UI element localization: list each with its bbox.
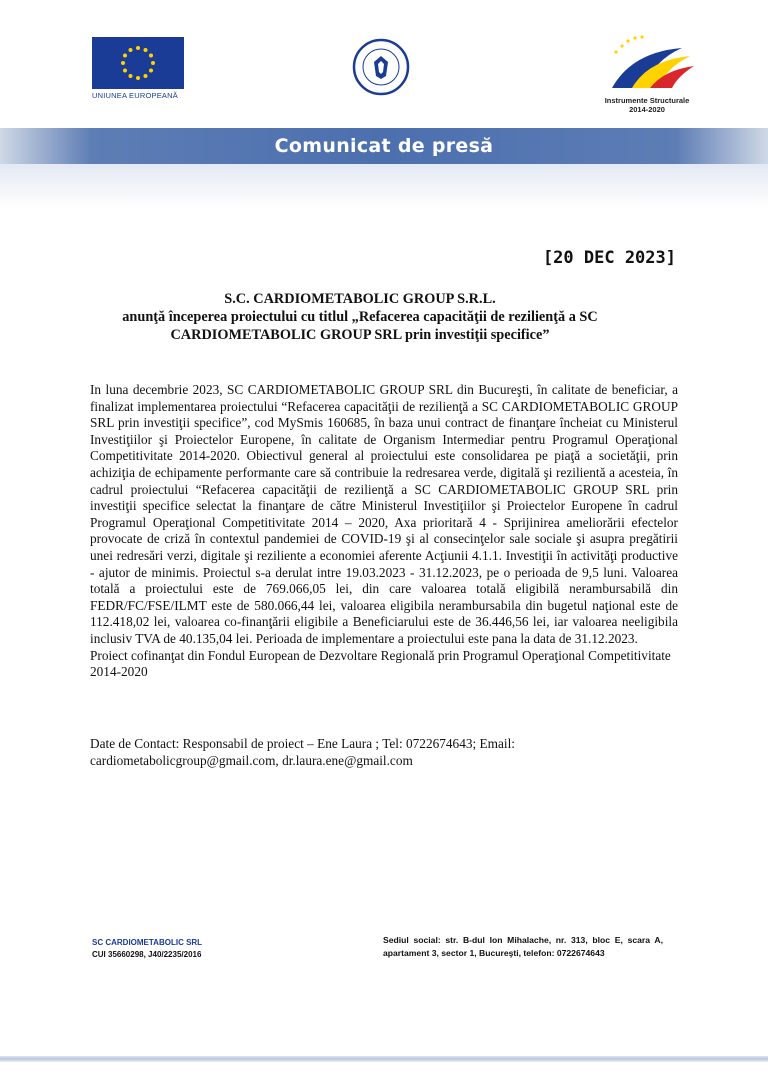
body-paragraph-cofinancing: Proiect cofinanţat din Fondul European de Dezvoltare Regională prin Programul Operaţional Competitivitate 2014-2020 [90,647,671,680]
government-logo [352,38,410,96]
press-release-banner [0,128,768,164]
structural-instruments-logo [592,34,702,114]
eu-logo [92,37,184,100]
contact-block [90,736,690,769]
body-text [90,382,678,681]
heading-line1: S.C. CARDIOMETABOLIC GROUP S.R.L. [224,291,496,307]
release-date: [20 DEC 2023] [542,248,676,268]
banner-fade [0,164,768,208]
footer-company-name: SC CARDIOMETABOLIC SRL [92,938,203,947]
banner-title: Comunicat de presă [274,135,494,157]
body-paragraph-main: In luna decembrie 2023, SC CARDIOMETABOLIC GROUP SRL din Bucureşti, în calitate de beneficiar, a finalizat implementarea proiectului “Refacerea capacităţii de rezilienţă a SC CARDIOMETABOLIC GROUP SRL prin investiţii specifice”, cod MySmis 160685, în baza unui contract de finanţare încheiat cu Ministerul Investiţiilor şi Proiectelor Europene, în calitate de Organism Intermediar pentru Programul Operaţional Competitivitate 2014-2020. Obiectivul general al proiectului este consolidarea pe piaţă a societăţii, prin achiziţia de echipamente performante care să contribuie la redresarea verde, digitală şi rezilientă a acesteia, în cadrul proiectului “Refacerea capacităţii de rezilienţă a SC CARDIOMETABOLIC GROUP SRL prin investiţii specifice selectat la finanţare de către Ministerul Investiţiilor şi Proiectelor Europene în cadrul Programul Operaţional Competitivitate 2014 – 2020, Axa prioritară 4 - Sprijinirea ameliorării efectelor provocate de criză în contextul pandemiei de COVID-19 şi al consecinţelor sale sociale şi asupra pregătirii unei redresări verzi, digitale şi reziliente a economiei aferente Acţiunii 4.1.1. Investiţii în activităţi productive - ajutor de minimis. Proiectul s-a derulat intre 19.03.2023 - 31.12.2023, pe o perioada de 9,5 luni. Valoarea totală a proiectului este de 769.066,05 lei, din care valoarea totală eligibilă nerambursabilă din FEDR/FC/FSE/ILMT este de 580.066,44 lei, valoarea eligibila nerambursabila din bugetul naţional este de 112.418,02 lei, valoarea co-finanţării eligibile a Beneficiarului este de 36.446,56 lei, iar valoarea neeligibila inclusiv TVA de 40.135,04 lei. Perioada de implementare a proiectului este pana la data de 31.12.2023. [90,382,678,646]
document-heading [60,290,660,344]
structural-instruments-caption [592,96,702,114]
footer-cui: CUI 35660298, J40/2235/2016 [92,950,202,959]
eu-flag-icon [92,37,184,89]
contact-line1: Date de Contact: Responsabil de proiect – Ene Laura ; Tel: 0722674643; Email: [90,736,515,751]
is-caption-line2: 2014-2020 [629,105,665,114]
footer-address: Sediul social: str. B-dul Ion Mihalache, nr. 313, bloc E, scara A, apartament 3, sector 1, Bucureşti, telefon: 0722674643 [383,935,663,958]
footer-company-info [92,937,312,961]
contact-line2: cardiometabolicgroup@gmail.com, dr.laura.ene@gmail.com [90,752,413,768]
heading-line2: anunţă începerea proiectului cu titlul „Refacerea capacităţii de rezilienţă a SC [122,309,598,325]
is-caption-line1: Instrumente Structurale [604,96,690,105]
footer-divider [0,1056,768,1062]
heading-line3: CARDIOMETABOLIC GROUP SRL prin investiţii specifice” [170,327,550,343]
eu-caption: UNIUNEA EUROPEANĂ [92,91,178,100]
